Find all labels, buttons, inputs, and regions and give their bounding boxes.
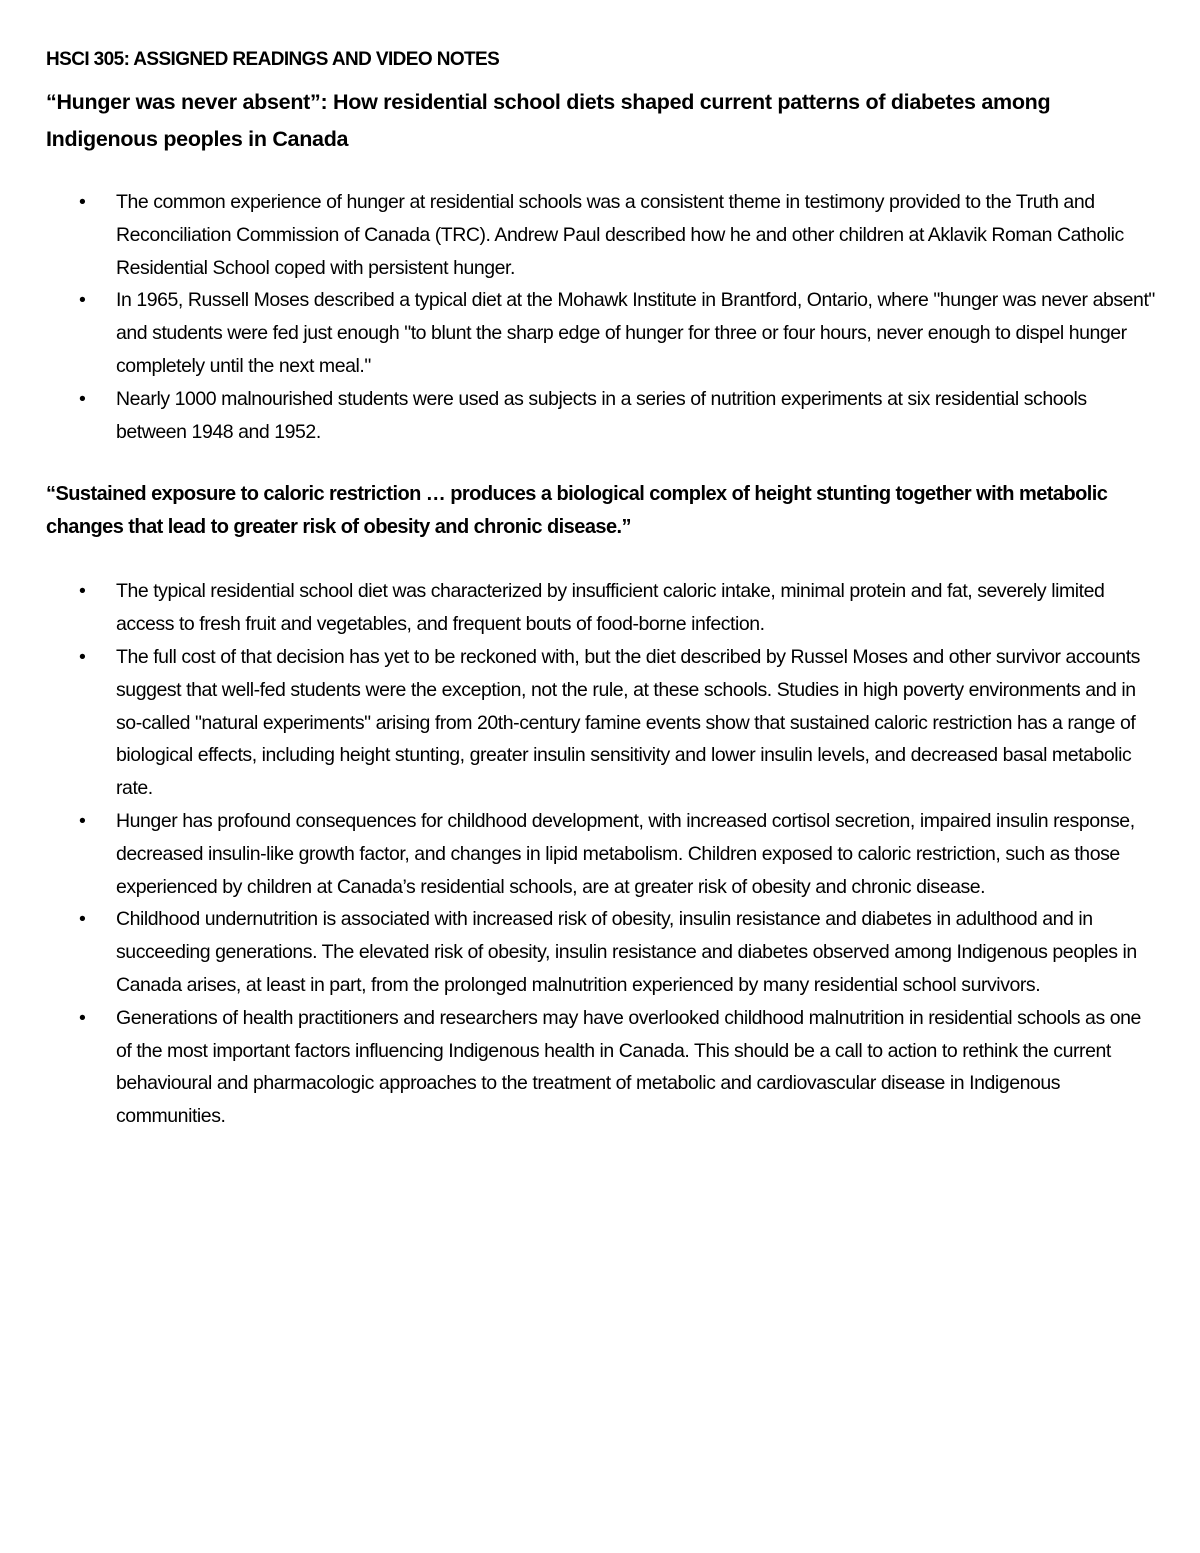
list-item-text: Nearly 1000 malnourished students were used as subjects in a series of nutrition experiments at six residential schools between 1948 and 1952.: [116, 387, 1087, 443]
list-item: [46, 1002, 1158, 1133]
list-item-text: The typical residential school diet was characterized by insufficient caloric intake, minimal protein and fat, severely limited access to fresh fruit and vegetables, and frequent bouts of food-borne infection.: [116, 580, 1105, 636]
bullet-icon: •: [79, 809, 86, 832]
section1-bullet-list: [46, 186, 1158, 448]
bullet-icon: •: [79, 191, 86, 213]
list-item: [46, 284, 1158, 382]
list-item: [46, 805, 1158, 903]
article-title: “Hunger was never absent”: How residential school diets shaped current patterns of diabetes among Indigenous peoples in Canada: [46, 90, 1051, 151]
quote-heading: “Sustained exposure to caloric restriction … produces a biological complex of height stunting together with metabolic changes that lead to greater risk of obesity and chronic disease.”: [46, 483, 1108, 539]
list-item: [46, 903, 1158, 1001]
document-page: [46, 46, 1158, 1133]
list-item: [46, 186, 1158, 284]
list-item-text: Hunger has profound consequences for childhood development, with increased cortisol secretion, impaired insulin response, decreased insulin-like growth factor, and changes in lipid metabolism. Children exposed to caloric restriction, such as those experienced by children at Canada’s residential schools, are at greater risk of obesity and chronic disease.: [116, 809, 1135, 898]
bullet-icon: •: [79, 1006, 86, 1029]
list-item-text: The full cost of that decision has yet to be reckoned with, but the diet described by Russel Moses and other survivor accounts suggest that well-fed students were the exception, not the rule, at these schools. Studies in high poverty environments and in so-called "natural experiments" arising from 20th-century famine events show that sustained caloric restriction has a range of biological effects, including height stunting, greater insulin sensitivity and lower insulin levels, and decreased basal metabolic rate.: [116, 645, 1140, 800]
list-item-text: Generations of health practitioners and researchers may have overlooked childhood malnutrition in residential schools as one of the most important factors influencing Indigenous health in Canada. This should be a call to action to rethink the current behavioural and pharmacologic approaches to the treatment of metabolic and cardiovascular disease in Indigenous communities.: [116, 1006, 1141, 1128]
section2-bullet-list: [46, 575, 1158, 1133]
bullet-icon: •: [79, 387, 86, 410]
bullet-icon: •: [79, 289, 86, 312]
list-item-text: The common experience of hunger at residential schools was a consistent theme in testimony provided to the Truth and Reconciliation Commission of Canada (TRC). Andrew Paul described how he and other children at Aklavik Roman Catholic Residential School coped with persistent hunger.: [116, 191, 1124, 279]
list-item-text: Childhood undernutrition is associated with increased risk of obesity, insulin resistance and diabetes in adulthood and in succeeding generations. The elevated risk of obesity, insulin resistance and diabetes observed among Indigenous peoples in Canada arises, at least in part, from the prolonged malnutrition experienced by many residential school survivors.: [116, 908, 1137, 996]
bullet-icon: •: [79, 908, 86, 931]
list-item: [46, 575, 1158, 641]
bullet-icon: •: [79, 645, 86, 668]
list-item: [46, 641, 1158, 805]
course-heading: HSCI 305: ASSIGNED READINGS AND VIDEO NOTES: [46, 49, 500, 70]
list-item: [46, 383, 1158, 449]
list-item-text: In 1965, Russell Moses described a typical diet at the Mohawk Institute in Brantford, Ontario, where "hunger was never absent" and students were fed just enough "to blunt the sharp edge of hunger for three or four hours, never enough to dispel hunger completely until the next meal.": [116, 289, 1155, 377]
bullet-icon: •: [79, 580, 86, 603]
